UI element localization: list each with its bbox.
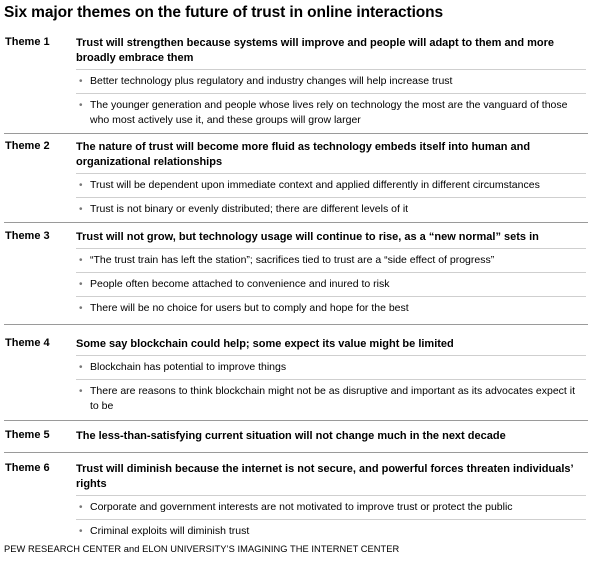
bullet-icon: • [79,76,83,87]
theme-heading: The nature of trust will become more fluid as technology embeds itself into human and organizational relationships [76,141,531,168]
bullet-text: Better technology plus regulatory and industry changes will help increase trust [90,75,453,87]
theme-heading: Some say blockchain could help; some expect its value might be limited [76,338,454,350]
theme-body [76,140,586,221]
bullet-icon: • [79,255,83,266]
theme-heading: The less-than-satisfying current situation will not change much in the next decade [76,430,506,442]
bullet-item [76,519,586,543]
bullet-icon: • [79,180,83,191]
bullet-item [76,296,586,320]
bullet-icon: • [79,386,83,397]
bullet-item [76,173,586,197]
section-divider [4,222,588,223]
bullet-text: “The trust train has left the station”; sacrifices tied to trust are a “side effect of progress” [90,254,495,266]
page-title: Six major themes on the future of trust in online interactions [4,4,444,21]
section-divider [4,452,588,453]
bullet-icon: • [79,303,83,314]
bullet-text: Blockchain has potential to improve things [90,361,287,373]
bullet-text: People often become attached to convenience and inured to risk [90,278,390,290]
section-divider [4,324,588,325]
bullet-icon: • [79,100,83,111]
bullet-item [76,272,586,296]
theme-label: Theme 5 [5,429,50,441]
theme-heading: Trust will strengthen because systems will improve and people will adapt to them and more broadly embrace them [76,37,555,64]
bullet-item [76,379,586,418]
bullet-text: There are reasons to think blockchain might not be as disruptive and important as its advocates expect it to be [90,385,576,412]
bullet-text: There will be no choice for users but to comply and hope for the best [90,302,409,314]
bullet-item [76,69,586,93]
bullet-icon: • [79,204,83,215]
theme-body [76,36,586,132]
section-divider [4,133,588,134]
theme-body [76,462,586,543]
bullet-icon: • [79,362,83,373]
theme-heading: Trust will not grow, but technology usage will continue to rise, as a “new normal” sets in [76,231,539,243]
theme-body [76,337,586,418]
theme-label: Theme 1 [5,36,50,48]
bullet-text: Criminal exploits will diminish trust [90,525,250,537]
source-footer: PEW RESEARCH CENTER and ELON UNIVERSITY’S IMAGINING THE INTERNET CENTER [4,544,400,554]
bullet-text: Corporate and government interests are not motivated to improve trust or protect the public [90,501,513,513]
bullet-item [76,197,586,221]
bullet-item [76,248,586,272]
theme-heading: Trust will diminish because the internet is not secure, and powerful forces threaten individuals’ rights [76,463,573,490]
bullet-item [76,495,586,519]
bullet-text: Trust is not binary or evenly distributed; there are different levels of it [90,203,409,215]
section-divider [4,420,588,421]
bullet-icon: • [79,526,83,537]
bullet-icon: • [79,279,83,290]
bullet-text: The younger generation and people whose lives rely on technology the most are the vanguard of those who most actively use it, and these groups will grow larger [90,99,568,126]
bullet-icon: • [79,502,83,513]
theme-label: Theme 6 [5,462,50,474]
bullet-text: Trust will be dependent upon immediate context and applied differently in different circumstances [90,179,540,191]
theme-label: Theme 2 [5,140,50,152]
theme-label: Theme 4 [5,337,50,349]
bullet-item [76,93,586,132]
theme-label: Theme 3 [5,230,50,242]
theme-body [76,429,586,444]
theme-body [76,230,586,320]
bullet-item [76,355,586,379]
